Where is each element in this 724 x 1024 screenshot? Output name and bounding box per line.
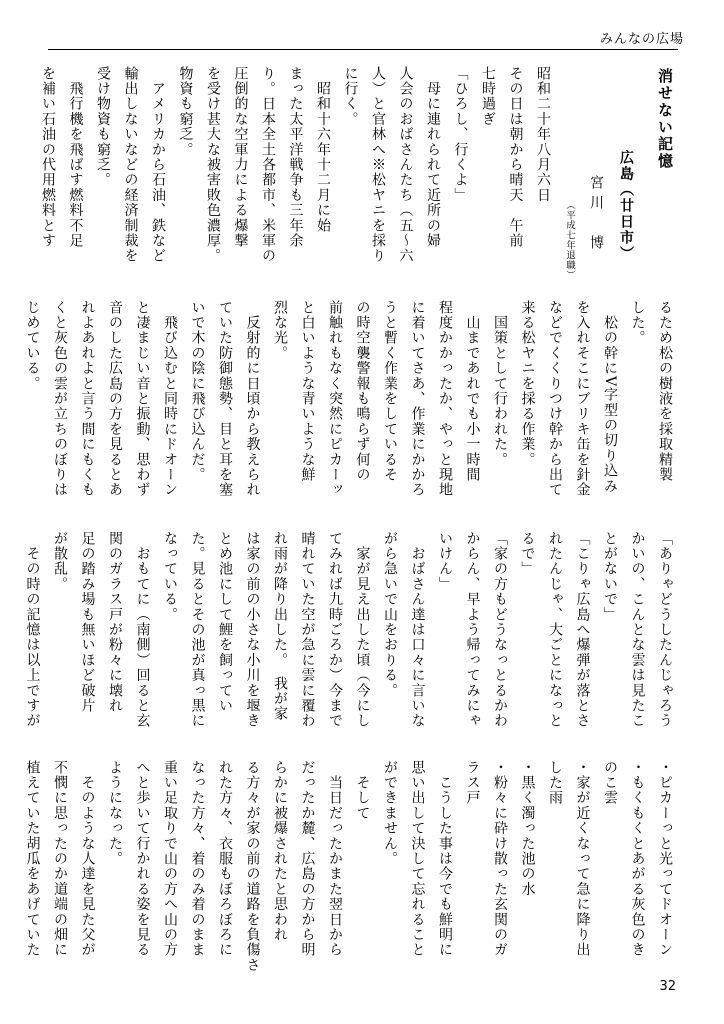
article-location: 広島（廿日市） bbox=[618, 150, 634, 262]
body-tier-4: ・ピカーっと光ってドオーン ・もくもくとあがる灰色のき のこ雲 ・家が近くなって急に降り出 した雨 ・黒く濁った池の水 ・粉々に砕け散った玄関のガ ラス戸 こうした事は今でも鮮明に 思い出して決して忘れること ができません。 そして 当日だったかまた翌日から だったか麓、広島の方から明 らかに被爆されたと思われ る方々が家の前の道路を負傷さ れた方々、衣服もぼろぼろに なった方々、着のみ着のまま 重い足取りで山の方へ山の方 へと歩いて行かれる姿を見る ようになった。 そのような人達を見た父が 不憫に思ったのか道端の畑に 植えていた胡瓜をあげていた bbox=[24, 760, 673, 973]
body-tier-3: 「ありゃどうしたんじゃろう かいの、こんとな雲は見たこ とがないで」 「こりゃ広島へ爆弾が落とさ れたんじゃ、大ごとになっと るで」 「家の方もどうなっとるかわ からん、早よう帰ってみにゃ いけん」 おばさん達は口々に言いな がら急いで山をおりる。 家が見え出した頃（今にし てみれば九時ごろか）今まで 晴れていた空が急に雲に覆わ れ雨が降り出した。 我が家 は家の前の小さな小川を堰き とめ池にして鯉を飼ってい た。見るとその池が真っ黒に なっている。 おもてに（南側）回ると玄 関のガラス戸が粉々に壊れ 足の踏み場も無いほど破片 が散乱。 その時の記憶は以上ですが bbox=[24, 531, 673, 729]
article-title: 消せない記憶 bbox=[656, 68, 674, 170]
header-rule bbox=[48, 49, 678, 50]
page-number: 32 bbox=[659, 979, 676, 994]
article-author: 宮川 博 bbox=[588, 175, 604, 255]
body-tier-1: 昭和二十年八月六日 その日は朝から晴天 午前 七時過ぎ 「ひろし、行くよ」 母に連れられて近所の婦 人会のおばさんたち（五〜六 人）と官林へ※松ヤニを採り に行く。 昭和十六年十二月に始 まった太平洋戦争も三年余 り。日本全土各都市、米軍の 圧倒的な空軍力による爆撃 を受け甚大な被害敗色濃厚。 物資も窮乏。 アメリカから石油、鉄など 輸出しないなどの経済制裁を 受け物資も窮乏。 飛行機を飛ばす燃料不足 を補い石油の代用燃料とす bbox=[40, 66, 551, 264]
body-tier-2: るため松の樹液を採取精製 した。 松の幹にV字型の切り込み を入れそこにブリキ缶を針金 などでくくりつけ幹から出て 来る松ヤニを採る作業。 国策として行われた。 山まであれでも小一時間 程度かかったか、やっと現地 に着いてさあ、作業にかかろ うと暫く作業をしているそ の時空襲警報も鳴らず何の 前触れもなく突然にピカーッ と白いような青いような鮮 烈な光。 反射的に日頃から教えられ ていた防御態勢、目と耳を塞 いで木の陰に飛び込んだ。 飛び込むと同時にドオーン と凄まじい音と振動、思わず 音のした広島の方を見るとあ れよあれよと言う間にもくも くと灰色の雲が立ちのぼりは じめている。 bbox=[24, 300, 673, 498]
section-header: みんなの広場 bbox=[599, 32, 684, 47]
author-note: （平成七年退職） bbox=[564, 200, 575, 280]
